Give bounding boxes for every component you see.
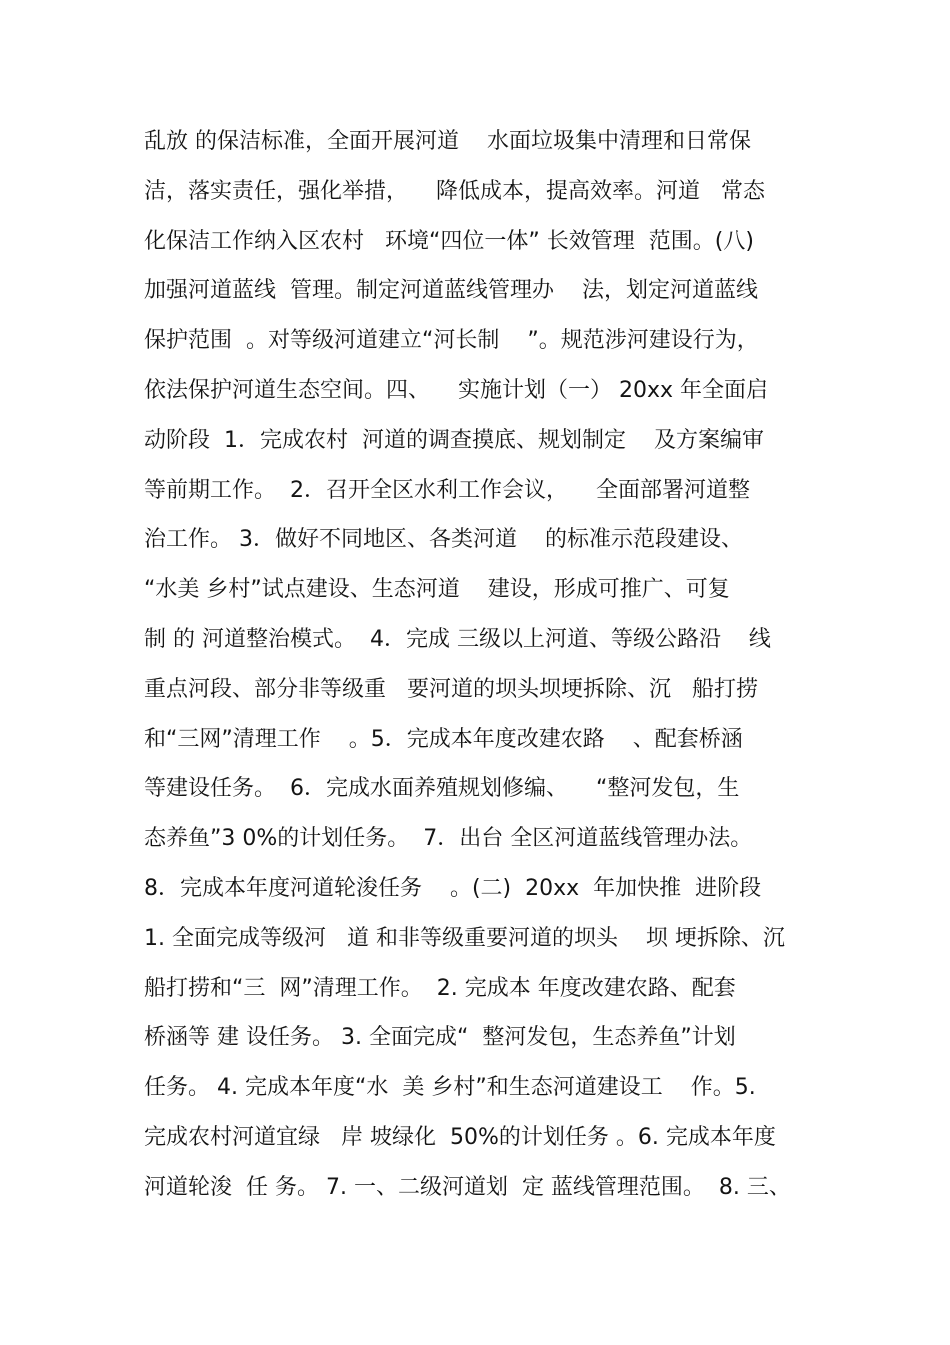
text-line: 制 的 河道整治模式。 4．完成 三级以上河道、等级公路沿 线 [144, 626, 771, 652]
text-line: 乱放 的保洁标准，全面开展河道 水面垃圾集中清理和日常保 [144, 129, 751, 154]
body-text [144, 122, 824, 1218]
text-line: 桥涵等 建 设任务。 3. 全面完成“ 整河发包，生态养鱼”计划 [144, 1025, 736, 1051]
text-line: 和“三网”清理工作 。5．完成本年度改建农路 、配套桥涵 [144, 726, 743, 752]
text-line: 化保洁工作纳入区农村 环境“四位一体” 长效管理 范围。(八) [144, 228, 754, 254]
text-line: 保护范围 。对等级河道建立“河长制 ”。规范涉河建设行为， [144, 328, 759, 354]
text-line: 8．完成本年度河道轮浚任务 。(二) 20xx 年加快推 进阶段 [144, 875, 762, 901]
text-line: 等前期工作。 2．召开全区水利工作会议， 全面部署河道整 [144, 477, 750, 503]
text-line: 洁，落实责任，强化举措， 降低成本，提高效率。河道 常态 [144, 178, 765, 204]
text-line: 动阶段 1．完成农村 河道的调查摸底、规划制定 及方案编审 [144, 427, 764, 453]
text-line: 态养鱼”3 0%的计划任务。 7．出台 全区河道蓝线管理办法。 [144, 826, 753, 852]
text-line: 等建设任务。 6．完成水面养殖规划修编、 “整河发包，生 [144, 776, 740, 802]
text-line: 1. 全面完成等级河 道 和非等级重要河道的坝头 坝 埂拆除、沉 [144, 925, 785, 951]
text-line: 船打捞和“三 网”清理工作。 2. 完成本 年度改建农路、配套 [144, 975, 736, 1001]
text-line: 河道轮浚 任 务。 7. 一、二级河道划 定 蓝线管理范围。 8. 三、 [144, 1174, 791, 1200]
text-line: 完成农村河道宜绿 岸 坡绿化 50%的计划任务 。6. 完成本年度 [144, 1124, 776, 1150]
text-line: 治工作。 3．做好不同地区、各类河道 的标准示范段建设、 [144, 527, 743, 553]
text-line: 加强河道蓝线 管理。制定河道蓝线管理办 法，划定河道蓝线 [144, 278, 758, 304]
text-line: 任务。 4. 完成本年度“水 美 乡村”和生态河道建设工 作。5. [144, 1075, 756, 1101]
text-line: “水美 乡村”试点建设、生态河道 建设，形成可推广、可复 [144, 577, 730, 603]
text-line: 依法保护河道生态空间。四、 实施计划（一） 20xx 年全面启 [144, 377, 768, 403]
text-line: 重点河段、部分非等级重 要河道的坝头坝埂拆除、沉 船打捞 [144, 676, 758, 702]
